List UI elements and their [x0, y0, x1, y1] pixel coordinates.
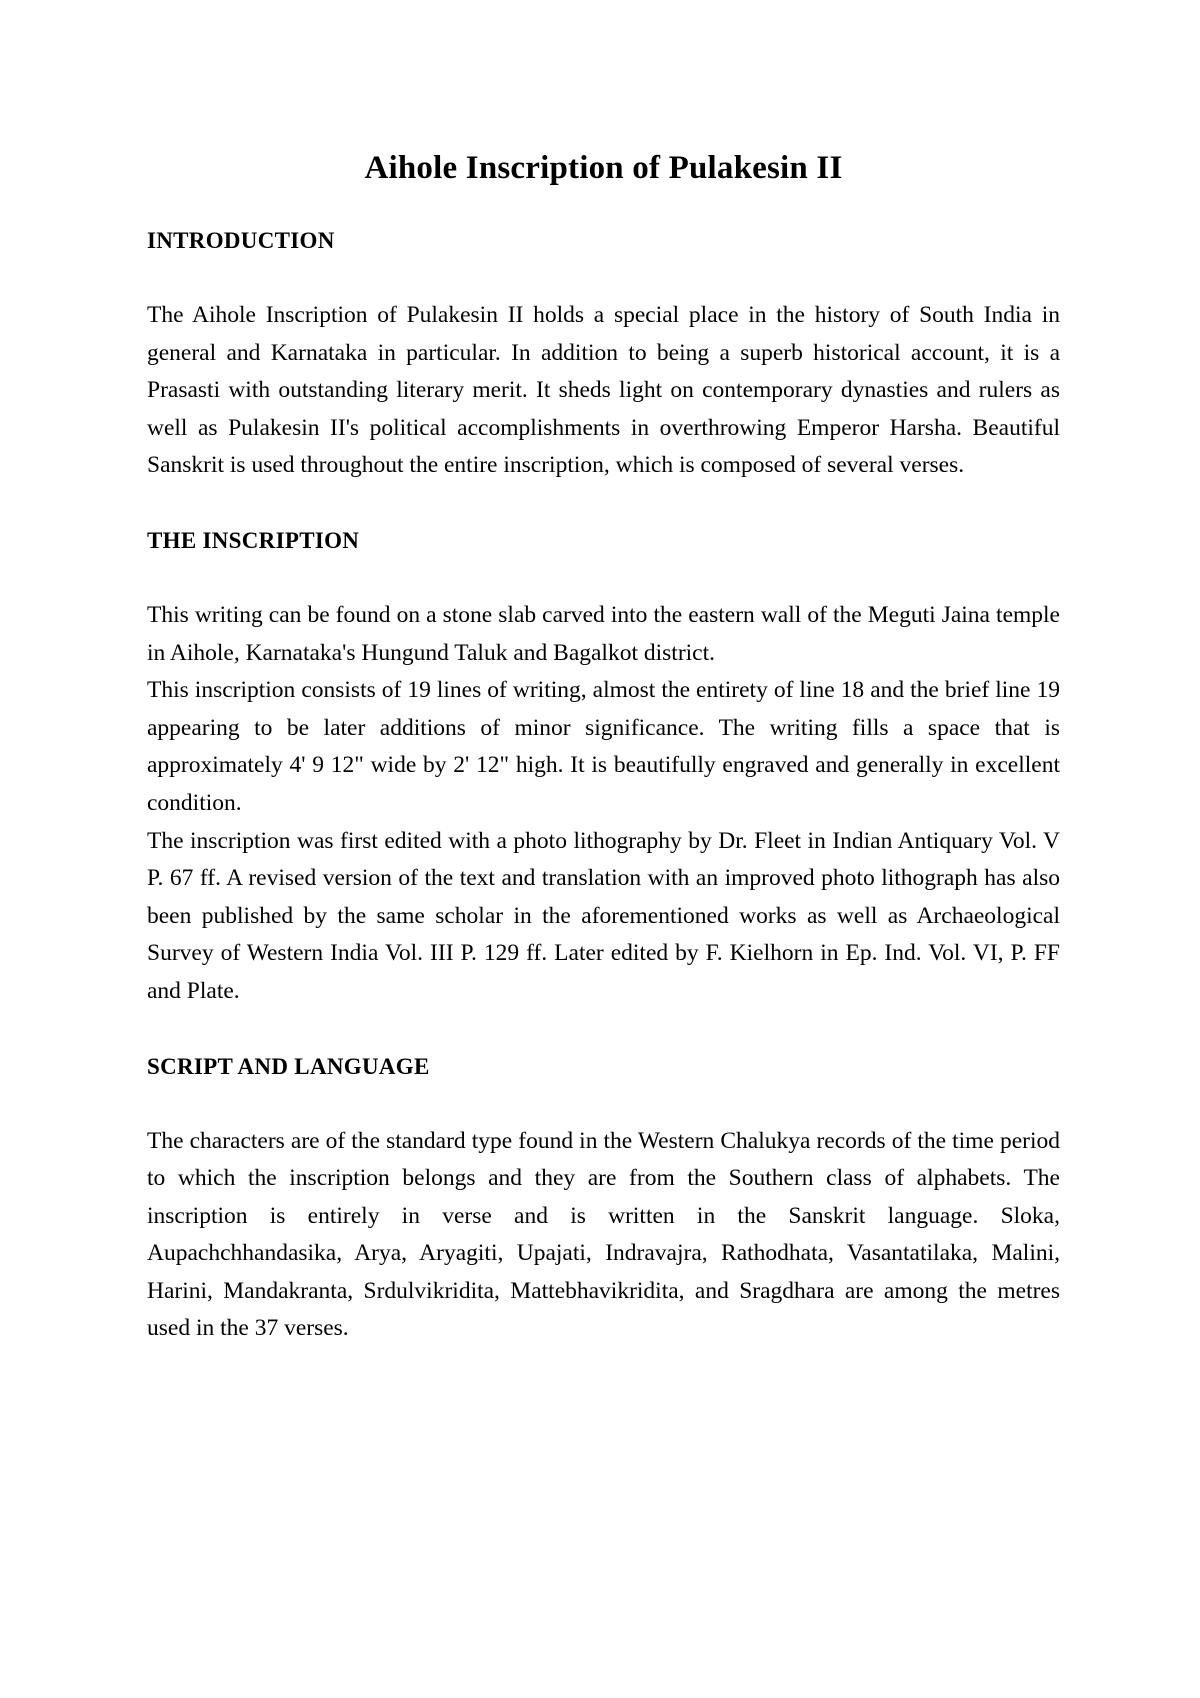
paragraph-inscription-lines: This inscription consists of 19 lines of writing, almost the entirety of line 18 and the brief line 19 appearing to be later additions of minor significance. The writing fills a space that is approximately 4' 9 12" wide by 2' 12" high. It is beautifully engraved and generally in excellent condition.: [147, 677, 1060, 816]
section-heading-the-inscription: THE INSCRIPTION: [147, 527, 360, 553]
section-heading-introduction: INTRODUCTION: [147, 228, 335, 253]
paragraph-inscription-location: This writing can be found on a stone slab carved into the eastern wall of the Meguti Jaina temple in Aihole, Karnataka's Hungund Taluk and Bagalkot district.: [147, 601, 1060, 666]
paragraph-inscription-editions: The inscription was first edited with a photo lithography by Dr. Fleet in Indian Antiquary Vol. V P. 67 ff. A revised version of the text and translation with an improved photo lithograph has also been published by the same scholar in the aforementioned works as well as Archaeological Survey of Western India Vol. III P. 129 ff. Later edited by F. Kielhorn in Ep. Ind. Vol. VI, P. FF and Plate.: [147, 827, 1060, 1004]
document-body: [147, 143, 1060, 1348]
paragraph-script-and-language: The characters are of the standard type found in the Western Chalukya records of the time period to which the inscription belongs and they are from the Southern class of alphabets. The inscription is entirely in verse and is written in the Sanskrit language. Sloka, Aupachchhandasika, Arya, Aryagiti, Upajati, Indravajra, Rathodhata, Vasantatilaka, Malini, Harini, Mandakranta, Srdulvikridita, Mattebhavikridita, and Sragdhara are among the metres used in the 37 verses.: [147, 1127, 1060, 1342]
document-title: Aihole Inscription of Pulakesin II: [364, 150, 843, 186]
paragraph-introduction: The Aihole Inscription of Pulakesin II holds a special place in the history of South India in general and Karnataka in particular. In addition to being a superb historical account, it is a Prasasti with outstanding literary merit. It sheds light on contemporary dynasties and rulers as well as Pulakesin II's political accomplishments in overthrowing Emperor Harsha. Beautiful Sanskrit is used throughout the entire inscription, which is composed of several verses.: [147, 302, 1060, 479]
section-heading-script-and-language: SCRIPT AND LANGUAGE: [147, 1053, 430, 1079]
